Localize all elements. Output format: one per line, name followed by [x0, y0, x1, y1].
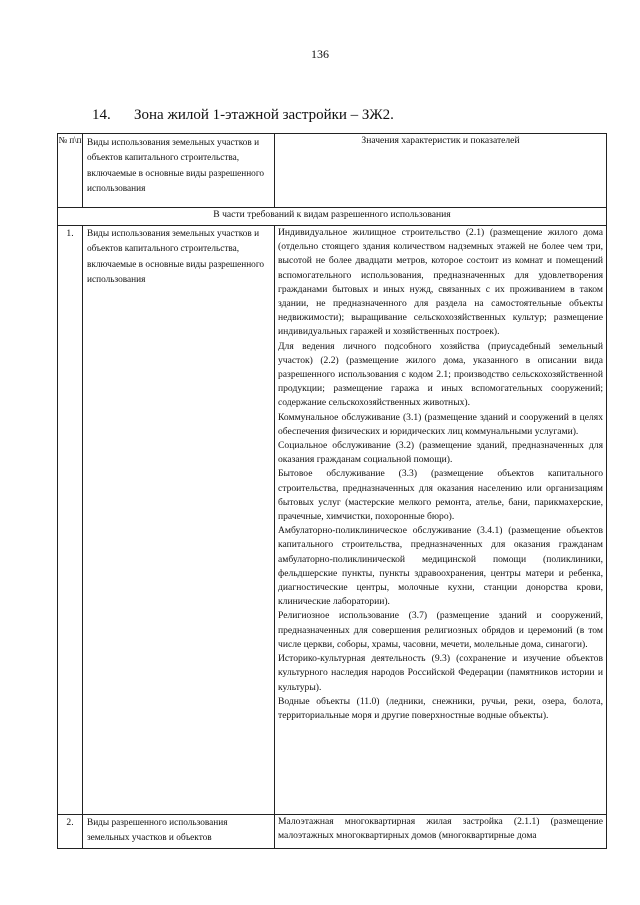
- header-values: Значения характеристик и показателей: [275, 134, 607, 208]
- paragraph: Бытовое обслуживание (3.3) (размещение объектов капитального строительства, предназначенных для оказания населению или организациям бытовых услуг (мастерские мелкого ремонта, ателье, бани, парикмахерские, прачечные, химчистки, похоронные бюро).: [278, 468, 603, 523]
- paragraph: Индивидуальное жилищное строительство (2.1) (размещение жилого дома (отдельно стоящего здания количеством надземных этажей не более чем три, высотой не более двадцати метров, которое состоит из комнат и помещений вспомогательного использования, предназначенных для удовлетворения гражданами бытовых и иных нужд, связанных с их проживанием в таком здании, не предназначенного для раздела на самостоятельные объекты недвижимости); выращивание сельскохозяйственных культур; размещение индивидуальных гаражей и хозяйственных построек).: [278, 227, 603, 338]
- page-number: 136: [311, 47, 329, 61]
- heading-number: 14.: [92, 107, 111, 123]
- section-heading: [92, 107, 394, 124]
- table-row: [58, 815, 607, 849]
- header-types: Виды использования земельных участков и объектов капитального строительства, включаемые в основные виды разрешенного использования: [83, 134, 275, 208]
- row-description: [275, 815, 607, 849]
- paragraph: Для ведения личного подсобного хозяйства (приусадебный земельный участок) (2.2) (размещение жилого дома, указанного в описании вида разрешенного использования с кодом 2.1; производство сельскохозяйственной продукции; размещение гаража и иных вспомогательных сооружений; содержание сельскохозяйственных животных).: [278, 340, 603, 409]
- table-header-row: [58, 134, 607, 208]
- row-number: 1.: [58, 226, 83, 815]
- row-description: [275, 226, 607, 815]
- paragraph: Социальное обслуживание (3.2) (размещение зданий, предназначенных для оказания гражданам социальной помощи).: [278, 440, 603, 466]
- paragraph: Религиозное использование (3.7) (размещение зданий и сооружений, предназначенных для совершения религиозных обрядов и церемоний (в том числе церкви, соборы, храмы, часовни, мечети, молельные дома, синагоги).: [278, 610, 603, 650]
- paragraph: Водные объекты (11.0) (ледники, снежники, ручьи, реки, озера, болота, территориальные моря и другие поверхностные водные объекты).: [278, 695, 603, 721]
- row-types: Виды разрешенного использования земельных участков и объектов: [83, 815, 275, 849]
- heading-title: Зона жилой 1-этажной застройки – ЗЖ2.: [134, 107, 394, 123]
- paragraph: Историко-культурная деятельность (9.3) (сохранение и изучение объектов культурного наследия народов Российской Федерации (памятников истории и культуры).: [278, 653, 603, 693]
- header-num: № п\п: [58, 134, 83, 208]
- paragraph: Коммунальное обслуживание (3.1) (размещение зданий и сооружений в целях обеспечения физических и юридических лиц коммунальными услугами).: [278, 411, 603, 437]
- section-row: [58, 208, 607, 226]
- row-types: Виды использования земельных участков и объектов капитального строительства, включаемые в основные виды разрешенного использования: [83, 226, 275, 815]
- paragraph: Амбулаторно-поликлиническое обслуживание (3.4.1) (размещение объектов капитального строительства, предназначенных для оказания гражданам амбулаторно-поликлинической медицинской помощи (поликлиники, фельдшерские пункты, пункты здравоохранения, центры матери и ребенка, диагностические центры, молочные кухни, станции донорства крови, клинические лаборатории).: [278, 525, 603, 608]
- table-row: [58, 226, 607, 815]
- row-number: 2.: [58, 815, 83, 849]
- paragraph: Малоэтажная многоквартирная жилая застройка (2.1.1) (размещение малоэтажных многоквартирных домов (многоквартирные дома: [278, 816, 603, 842]
- zoning-table: [57, 133, 607, 849]
- section-title: В части требований к видам разрешенного использования: [58, 208, 607, 226]
